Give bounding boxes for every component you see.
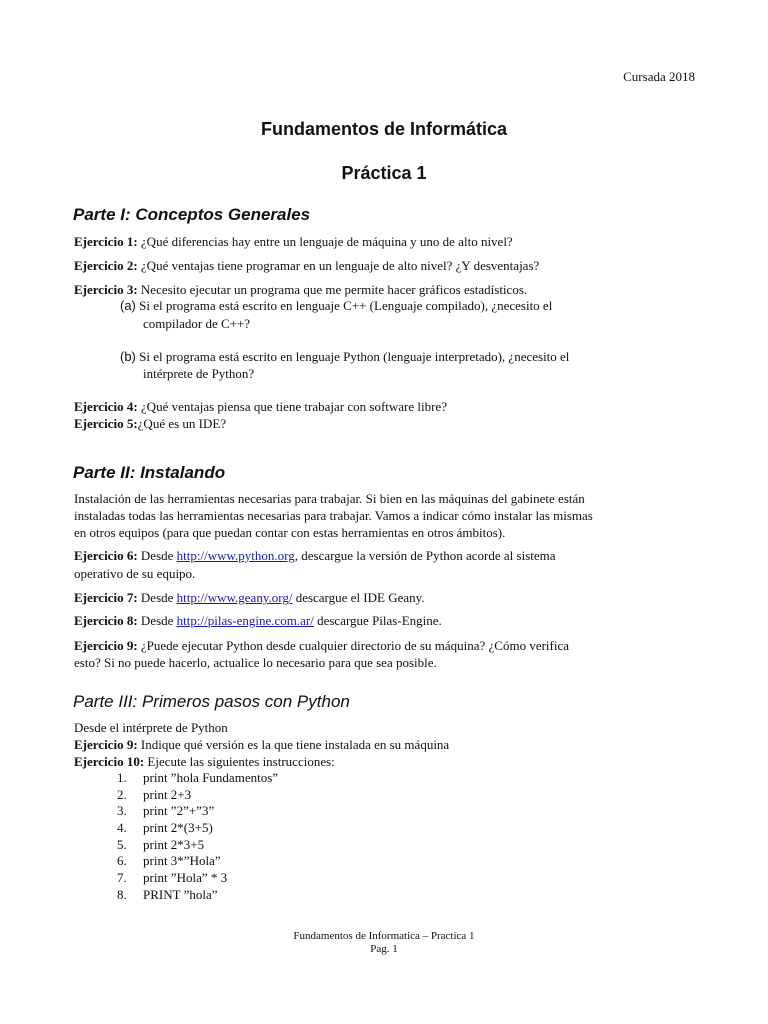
- exercise-8: [74, 613, 442, 629]
- exercise-label: Ejercicio 9:: [74, 638, 138, 653]
- intro-text: Desde el intérprete de Python: [74, 720, 228, 735]
- list-text: print 2*(3+5): [143, 820, 213, 836]
- list-item: [117, 853, 278, 870]
- exercise-label: Ejercicio 10:: [74, 754, 145, 769]
- exercise-label: Ejercicio 9:: [74, 737, 138, 752]
- exercise-label: Ejercicio 4:: [74, 399, 138, 414]
- exercise-10: [74, 754, 335, 770]
- exercise-text: ¿Puede ejecutar Python desde cualquier directorio de su máquina? ¿Cómo verifica: [137, 638, 570, 653]
- list-marker: (a): [120, 298, 136, 313]
- list-item: [117, 820, 278, 837]
- python-link[interactable]: http://www.python.org: [176, 548, 295, 563]
- exercise-2: [74, 258, 539, 274]
- list-item: [117, 837, 278, 854]
- section-heading-parte-2: Parte II: Instalando: [73, 463, 226, 482]
- footer-title: Fundamentos de Informatica – Practica 1: [293, 930, 475, 942]
- footer-page-number: Pag. 1: [370, 943, 398, 955]
- exercise-text: ¿Qué es un IDE?: [137, 416, 227, 431]
- section-heading-parte-1: Parte I: Conceptos Generales: [73, 205, 311, 224]
- item-text: Si el programa está escrito en lenguaje C++ (Lenguaje compilado), ¿necesito el: [139, 298, 553, 313]
- exercise-text: Ejecute las siguientes instrucciones:: [144, 754, 335, 769]
- exercise-text: Indique qué versión es la que tiene instalada en su máquina: [137, 737, 450, 752]
- exercise-text: Desde: [137, 590, 177, 605]
- exercise-3b: [120, 349, 569, 365]
- list-text: print ”Hola” * 3: [143, 870, 228, 886]
- course-year: Cursada 2018: [623, 69, 695, 84]
- exercise-3a: [120, 298, 552, 314]
- list-number: 4.: [117, 820, 127, 836]
- exercise-text: ¿Qué ventajas piensa que tiene trabajar con software libre?: [137, 399, 447, 414]
- exercise-9-parte-2: [74, 638, 569, 654]
- list-marker: (b): [120, 349, 136, 364]
- exercise-6-continuation: operativo de su equipo.: [74, 566, 196, 581]
- exercise-label: Ejercicio 2:: [74, 258, 138, 273]
- list-number: 7.: [117, 870, 127, 886]
- item-text: Si el programa está escrito en lenguaje Python (lenguaje interpretado), ¿necesito el: [139, 349, 570, 364]
- list-item: [117, 803, 278, 820]
- instruction-list: [117, 770, 278, 904]
- exercise-3b-continuation: intérprete de Python?: [143, 366, 255, 381]
- exercise-1: [74, 234, 513, 250]
- exercise-text: Necesito ejecutar un programa que me permite hacer gráficos estadísticos.: [137, 282, 528, 297]
- list-text: print 3*”Hola”: [143, 853, 221, 869]
- intro-line-3: en otros equipos (para que puedan contar con estas herramientas en otros ámbitos).: [74, 525, 506, 540]
- list-number: 6.: [117, 853, 127, 869]
- section-heading-parte-3: Parte III: Primeros pasos con Python: [73, 692, 350, 711]
- exercise-label: Ejercicio 6:: [74, 548, 138, 563]
- list-number: 5.: [117, 836, 127, 852]
- list-text: print ”hola Fundamentos”: [143, 770, 279, 785]
- exercise-7: [74, 590, 425, 606]
- exercise-text: Desde: [137, 548, 177, 563]
- exercise-3: [74, 282, 527, 298]
- pilas-engine-link[interactable]: http://pilas-engine.com.ar/: [176, 613, 314, 628]
- list-number: 3.: [117, 803, 127, 819]
- intro-line-2: instaladas todas las herramientas necesarias para trabajar. Vamos a indicar cómo instalar las mismas: [74, 508, 593, 523]
- document-subtitle: Práctica 1: [341, 163, 427, 183]
- list-item: [117, 770, 278, 787]
- list-item: [117, 870, 278, 887]
- intro-line-1: Instalación de las herramientas necesarias para trabajar. Si bien en las máquinas del gabinete están: [74, 491, 585, 506]
- exercise-text: ¿Qué ventajas tiene programar en un lenguaje de alto nivel? ¿Y desventajas?: [137, 258, 540, 273]
- exercise-label: Ejercicio 1:: [74, 234, 138, 249]
- exercise-9-continuation: esto? Si no puede hacerlo, actualice lo necesario para que sea posible.: [74, 655, 437, 670]
- exercise-text: descargue Pilas-Engine.: [313, 613, 442, 628]
- list-text: print 2*3+5: [143, 836, 205, 852]
- exercise-label: Ejercicio 8:: [74, 613, 138, 628]
- list-text: PRINT ”hola”: [143, 886, 218, 902]
- exercise-label: Ejercicio 5:: [74, 416, 138, 431]
- list-item: [117, 887, 278, 904]
- document-title: Fundamentos de Informática: [260, 119, 508, 139]
- list-text: print ”2”+”3”: [143, 803, 215, 819]
- exercise-label: Ejercicio 7:: [74, 590, 138, 605]
- geany-link[interactable]: http://www.geany.org/: [176, 590, 293, 605]
- exercise-9-parte-3: [74, 737, 449, 753]
- exercise-text: Desde: [137, 613, 177, 628]
- exercise-5: [74, 416, 226, 432]
- exercise-6: [74, 548, 556, 564]
- exercise-text: , descargue la versión de Python acorde al sistema: [294, 548, 556, 563]
- exercise-3a-continuation: compilador de C++?: [143, 316, 251, 331]
- list-item: [117, 787, 278, 804]
- exercise-label: Ejercicio 3:: [74, 282, 138, 297]
- exercise-4: [74, 399, 447, 415]
- list-number: 8.: [117, 886, 127, 902]
- exercise-text: descargue el IDE Geany.: [292, 590, 425, 605]
- exercise-text: ¿Qué diferencias hay entre un lenguaje de máquina y uno de alto nivel?: [137, 234, 513, 249]
- list-text: print 2+3: [143, 786, 192, 802]
- list-number: 1.: [117, 770, 127, 785]
- list-number: 2.: [117, 786, 127, 802]
